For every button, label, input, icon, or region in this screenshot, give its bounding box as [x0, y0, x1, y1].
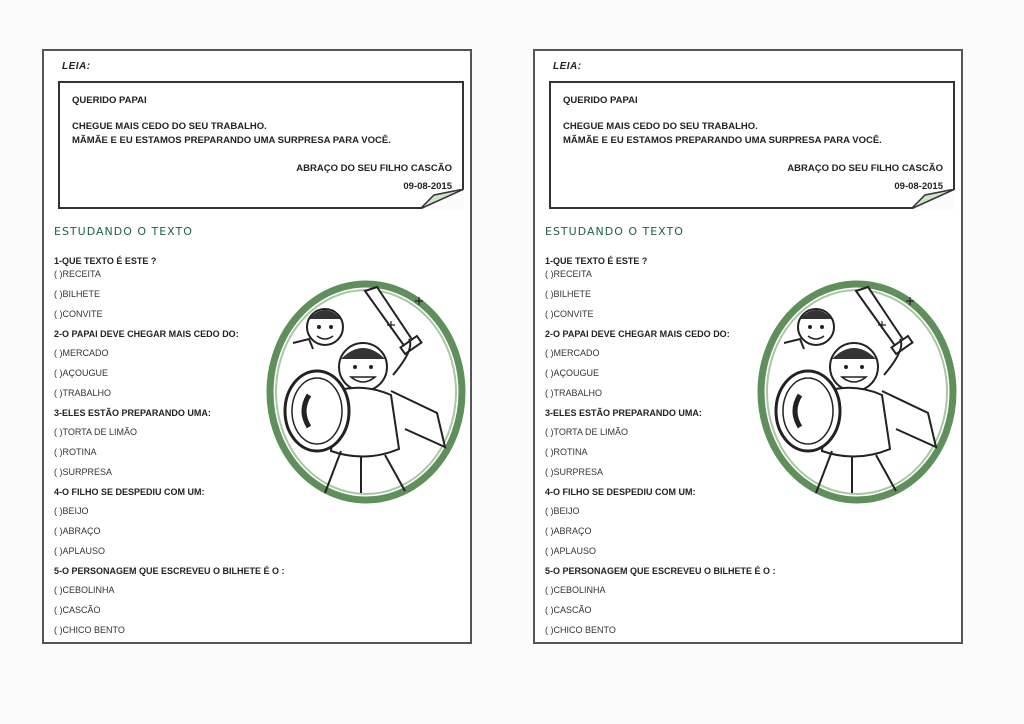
- answer-option[interactable]: ( )TORTA DE LIMÃO: [54, 427, 138, 437]
- worksheet-left: [42, 49, 472, 644]
- page-fold-icon: [911, 189, 955, 209]
- answer-option[interactable]: ( )TRABALHO: [54, 388, 112, 398]
- answer-option[interactable]: ( )BILHETE: [54, 289, 101, 299]
- answer-option[interactable]: ( )CONVITE: [545, 309, 594, 319]
- answer-option[interactable]: ( )ABRAÇO: [545, 526, 592, 536]
- letter-line-1: CHEGUE MAIS CEDO DO SEU TRABALHO.: [563, 121, 758, 132]
- answer-option[interactable]: ( )RECEITA: [54, 269, 101, 279]
- instruction-label: LEIA:: [62, 61, 91, 72]
- answer-option[interactable]: ( )AÇOUGUE: [54, 368, 108, 378]
- question-3: 3-ELES ESTÃO PREPARANDO UMA:: [54, 408, 211, 418]
- letter-line-2: MÃMÃE E EU ESTAMOS PREPARANDO UMA SURPRESA PARA VOCÊ.: [72, 135, 391, 146]
- letter-line-2: MÃMÃE E EU ESTAMOS PREPARANDO UMA SURPRESA PARA VOCÊ.: [563, 135, 882, 146]
- answer-option[interactable]: ( )SURPRESA: [54, 467, 113, 477]
- answer-option[interactable]: ( )APLAUSO: [545, 546, 597, 556]
- answer-option[interactable]: ( )BEIJO: [54, 506, 89, 516]
- letter-greeting: QUERIDO PAPAI: [563, 95, 638, 106]
- answer-option[interactable]: ( )ABRAÇO: [54, 526, 101, 536]
- answer-option[interactable]: ( )CONVITE: [54, 309, 103, 319]
- answer-option[interactable]: ( )SURPRESA: [545, 467, 604, 477]
- answer-option[interactable]: ( )AÇOUGUE: [545, 368, 599, 378]
- question-4: 4-O FILHO SE DESPEDIU COM UM:: [545, 487, 696, 497]
- letter-signature: ABRAÇO DO SEU FILHO CASCÃO: [296, 163, 452, 174]
- cartoon-illustration: [756, 279, 958, 505]
- question-4: 4-O FILHO SE DESPEDIU COM UM:: [54, 487, 205, 497]
- page-fold-icon: [420, 189, 464, 209]
- answer-option[interactable]: ( )MERCADO: [54, 348, 109, 358]
- worksheet-right: [533, 49, 963, 644]
- answer-option[interactable]: ( )RECEITA: [545, 269, 592, 279]
- answer-option[interactable]: ( )MERCADO: [545, 348, 600, 358]
- section-title: ESTUDANDO O TEXTO: [54, 225, 193, 238]
- answer-option[interactable]: ( )ROTINA: [545, 447, 588, 457]
- letter-date: 09-08-2015: [894, 181, 943, 192]
- answer-option[interactable]: ( )BEIJO: [545, 506, 580, 516]
- answer-option[interactable]: ( )CEBOLINHA: [545, 585, 606, 595]
- question-5: 5-O PERSONAGEM QUE ESCREVEU O BILHETE É O :: [545, 566, 776, 576]
- question-2: 2-O PAPAI DEVE CHEGAR MAIS CEDO DO:: [545, 329, 730, 339]
- answer-option[interactable]: ( )TRABALHO: [545, 388, 603, 398]
- answer-option[interactable]: ( )CHICO BENTO: [54, 625, 125, 635]
- letter-date: 09-08-2015: [403, 181, 452, 192]
- question-5: 5-O PERSONAGEM QUE ESCREVEU O BILHETE É O :: [54, 566, 285, 576]
- answer-option[interactable]: ( )CHICO BENTO: [545, 625, 616, 635]
- section-title: ESTUDANDO O TEXTO: [545, 225, 684, 238]
- answer-option[interactable]: ( )ROTINA: [54, 447, 97, 457]
- letter-note: [58, 81, 464, 209]
- letter-note: [549, 81, 955, 209]
- question-1: 1-QUE TEXTO É ESTE ?: [545, 256, 648, 266]
- question-1: 1-QUE TEXTO É ESTE ?: [54, 256, 157, 266]
- letter-greeting: QUERIDO PAPAI: [72, 95, 147, 106]
- question-3: 3-ELES ESTÃO PREPARANDO UMA:: [545, 408, 702, 418]
- letter-line-1: CHEGUE MAIS CEDO DO SEU TRABALHO.: [72, 121, 267, 132]
- answer-option[interactable]: ( )CEBOLINHA: [54, 585, 115, 595]
- answer-option[interactable]: ( )CASCÃO: [545, 605, 592, 615]
- question-2: 2-O PAPAI DEVE CHEGAR MAIS CEDO DO:: [54, 329, 239, 339]
- answer-option[interactable]: ( )CASCÃO: [54, 605, 101, 615]
- answer-option[interactable]: ( )APLAUSO: [54, 546, 106, 556]
- letter-signature: ABRAÇO DO SEU FILHO CASCÃO: [787, 163, 943, 174]
- answer-option[interactable]: ( )TORTA DE LIMÃO: [545, 427, 629, 437]
- answer-option[interactable]: ( )BILHETE: [545, 289, 592, 299]
- cartoon-illustration: [265, 279, 467, 505]
- instruction-label: LEIA:: [553, 61, 582, 72]
